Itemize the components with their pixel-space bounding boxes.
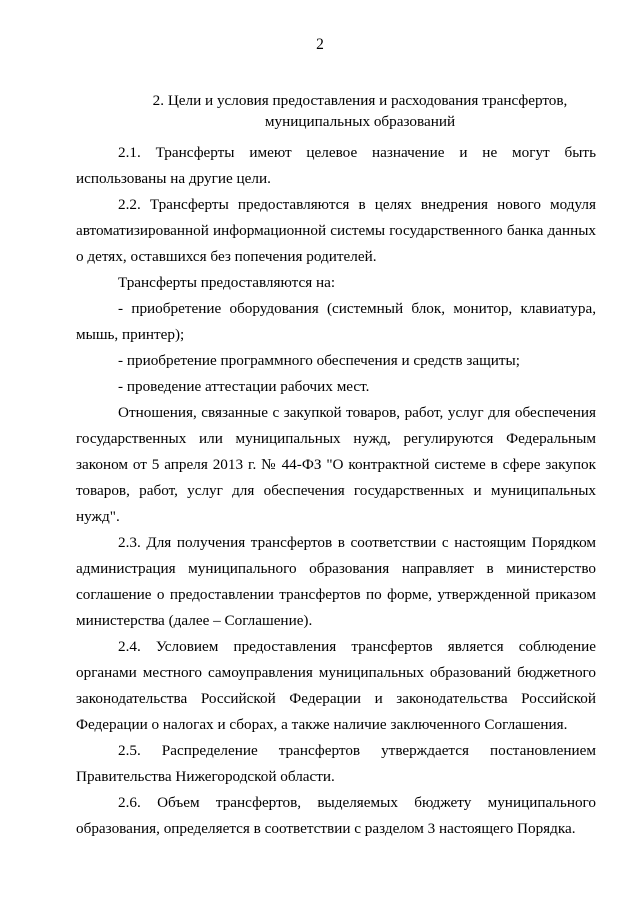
paragraph-2-6: [76, 790, 596, 842]
text-line: 2.4. Условием предоставления трансфертов является соблюдение: [118, 638, 596, 655]
text-line: 2.5. Распределение трансфертов утверждается постановлением: [118, 742, 596, 759]
text-line: - приобретение программного обеспечения и средств защиты;: [118, 352, 520, 369]
heading-line-2: муниципальных образований: [264, 113, 456, 130]
text-line: Правительства Нижегородской области.: [76, 768, 335, 785]
text-line: администрация муниципального образования направляет в министерство: [76, 560, 596, 577]
list-item: [76, 348, 596, 374]
text-line: Федерации о налогах и сборах, а также наличие заключенного Соглашения.: [76, 716, 568, 733]
text-line: Трансферты предоставляются на:: [118, 274, 336, 291]
text-line: - проведение аттестации рабочих мест.: [118, 378, 370, 395]
paragraph-2-4: [76, 634, 596, 738]
text-line: Отношения, связанные с закупкой товаров, работ, услуг для обеспечения: [118, 404, 596, 421]
text-line: 2.2. Трансферты предоставляются в целях внедрения нового модуля: [118, 196, 596, 213]
paragraph-2-5: [76, 738, 596, 790]
text-line: министерства (далее – Соглашение).: [76, 612, 313, 629]
text-line: мышь, принтер);: [76, 326, 185, 343]
text-line: использованы на другие цели.: [76, 170, 271, 187]
text-line: о детях, оставшихся без попечения родителей.: [76, 248, 377, 265]
list-item: [76, 296, 596, 348]
text-line: образования, определяется в соответствии с разделом 3 настоящего Порядка.: [76, 820, 576, 837]
text-line: 2.1. Трансферты имеют целевое назначение и не могут быть: [118, 144, 596, 161]
paragraph-2-3: [76, 530, 596, 634]
text-line: законодательства Российской Федерации и законодательства Российской: [76, 690, 596, 707]
text-line: - приобретение оборудования (системный блок, монитор, клавиатура,: [118, 300, 596, 317]
paragraph-2-2: [76, 192, 596, 270]
text-line: государственных или муниципальных нужд, регулируются Федеральным: [76, 430, 596, 447]
text-line: товаров, работ, услуг для обеспечения государственных и муниципальных: [76, 482, 596, 499]
text-line: автоматизированной информационной системы государственного банка данных: [76, 222, 596, 239]
paragraph-2-1: [76, 140, 596, 192]
page-number: 2: [316, 36, 324, 53]
text-line: нужд".: [76, 508, 120, 525]
paragraph-list-intro: [76, 270, 596, 296]
section-heading: [150, 90, 570, 132]
list-item: [76, 374, 596, 400]
document-body: [76, 140, 596, 842]
paragraph-procurement: [76, 400, 596, 530]
text-line: законом от 5 апреля 2013 г. № 44-ФЗ "О контрактной системе в сфере закупок: [76, 456, 596, 473]
heading-line-1: 2. Цели и условия предоставления и расходования трансфертов,: [152, 92, 568, 109]
text-line: 2.6. Объем трансфертов, выделяемых бюджету муниципального: [118, 794, 596, 811]
text-line: соглашение о предоставлении трансфертов по форме, утвержденной приказом: [76, 586, 596, 603]
text-line: 2.3. Для получения трансфертов в соответствии с настоящим Порядком: [118, 534, 596, 551]
text-line: органами местного самоуправления муниципальных образований бюджетного: [76, 664, 596, 681]
